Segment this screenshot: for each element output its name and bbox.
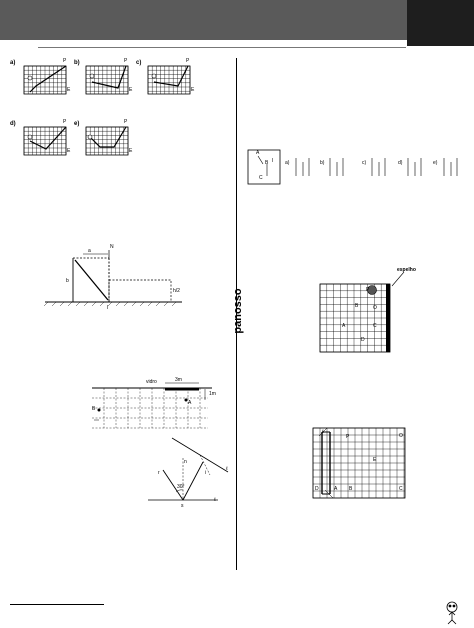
axis-p: P bbox=[63, 119, 67, 125]
small-i: I bbox=[272, 158, 274, 164]
label-p: P bbox=[346, 434, 350, 440]
label-3m: 3m bbox=[175, 377, 182, 383]
option-small-d: d) bbox=[398, 160, 403, 166]
small-b: B bbox=[265, 160, 269, 166]
label-p: P bbox=[366, 287, 370, 293]
label-e: E bbox=[373, 457, 377, 463]
small-a: A bbox=[256, 150, 260, 156]
label-b: B bbox=[349, 486, 353, 492]
label-d: D bbox=[315, 486, 319, 492]
option-label: c) bbox=[136, 60, 142, 66]
label-d: D bbox=[361, 337, 365, 343]
axis-e: E bbox=[129, 148, 133, 154]
axis-e: E bbox=[67, 87, 71, 93]
label-vidro: vidro bbox=[146, 379, 157, 385]
label-s: s bbox=[181, 503, 184, 509]
axis-p: P bbox=[124, 58, 128, 64]
label-1m: 1m bbox=[209, 391, 216, 397]
axis-e: E bbox=[129, 87, 133, 93]
label-point-a: A bbox=[188, 400, 192, 406]
label-l2: ℓ bbox=[214, 497, 216, 503]
label-angle: 30° bbox=[177, 484, 185, 490]
label-h2: h/2 bbox=[173, 288, 180, 294]
label-n: N bbox=[110, 244, 114, 250]
axis-e: E bbox=[67, 148, 71, 154]
small-c: C bbox=[259, 175, 263, 181]
option-label: d) bbox=[10, 121, 16, 127]
label-c: C bbox=[373, 323, 377, 329]
label-b: b bbox=[66, 278, 69, 284]
axis-p: P bbox=[124, 119, 128, 125]
label-l: ℓ bbox=[322, 429, 324, 435]
option-small-a: a) bbox=[285, 160, 290, 166]
label-i: i bbox=[205, 470, 207, 476]
label-c: C bbox=[399, 486, 403, 492]
axis-p: P bbox=[63, 58, 67, 64]
label-point-b: B bbox=[92, 406, 96, 412]
option-small-e: e) bbox=[433, 160, 438, 166]
option-label: e) bbox=[74, 121, 80, 127]
label-o: O bbox=[373, 305, 377, 311]
label-n: n bbox=[184, 459, 187, 465]
option-label: a) bbox=[10, 60, 16, 66]
option-label: b) bbox=[74, 60, 80, 66]
option-small-b: b) bbox=[320, 160, 325, 166]
axis-p: P bbox=[186, 58, 190, 64]
label-a: A bbox=[342, 323, 346, 329]
label-a: A bbox=[334, 486, 338, 492]
label-l1: ℓ bbox=[226, 466, 228, 472]
label-a: a bbox=[88, 248, 91, 254]
label-espelho: espelho bbox=[397, 267, 416, 273]
label-o: O bbox=[399, 433, 403, 439]
label-i: I bbox=[107, 305, 109, 311]
brand-text: panosso bbox=[231, 288, 244, 334]
label-b: B bbox=[355, 303, 359, 309]
axis-e: E bbox=[191, 87, 195, 93]
label-r: r bbox=[158, 470, 160, 476]
option-small-c: c) bbox=[362, 160, 367, 166]
